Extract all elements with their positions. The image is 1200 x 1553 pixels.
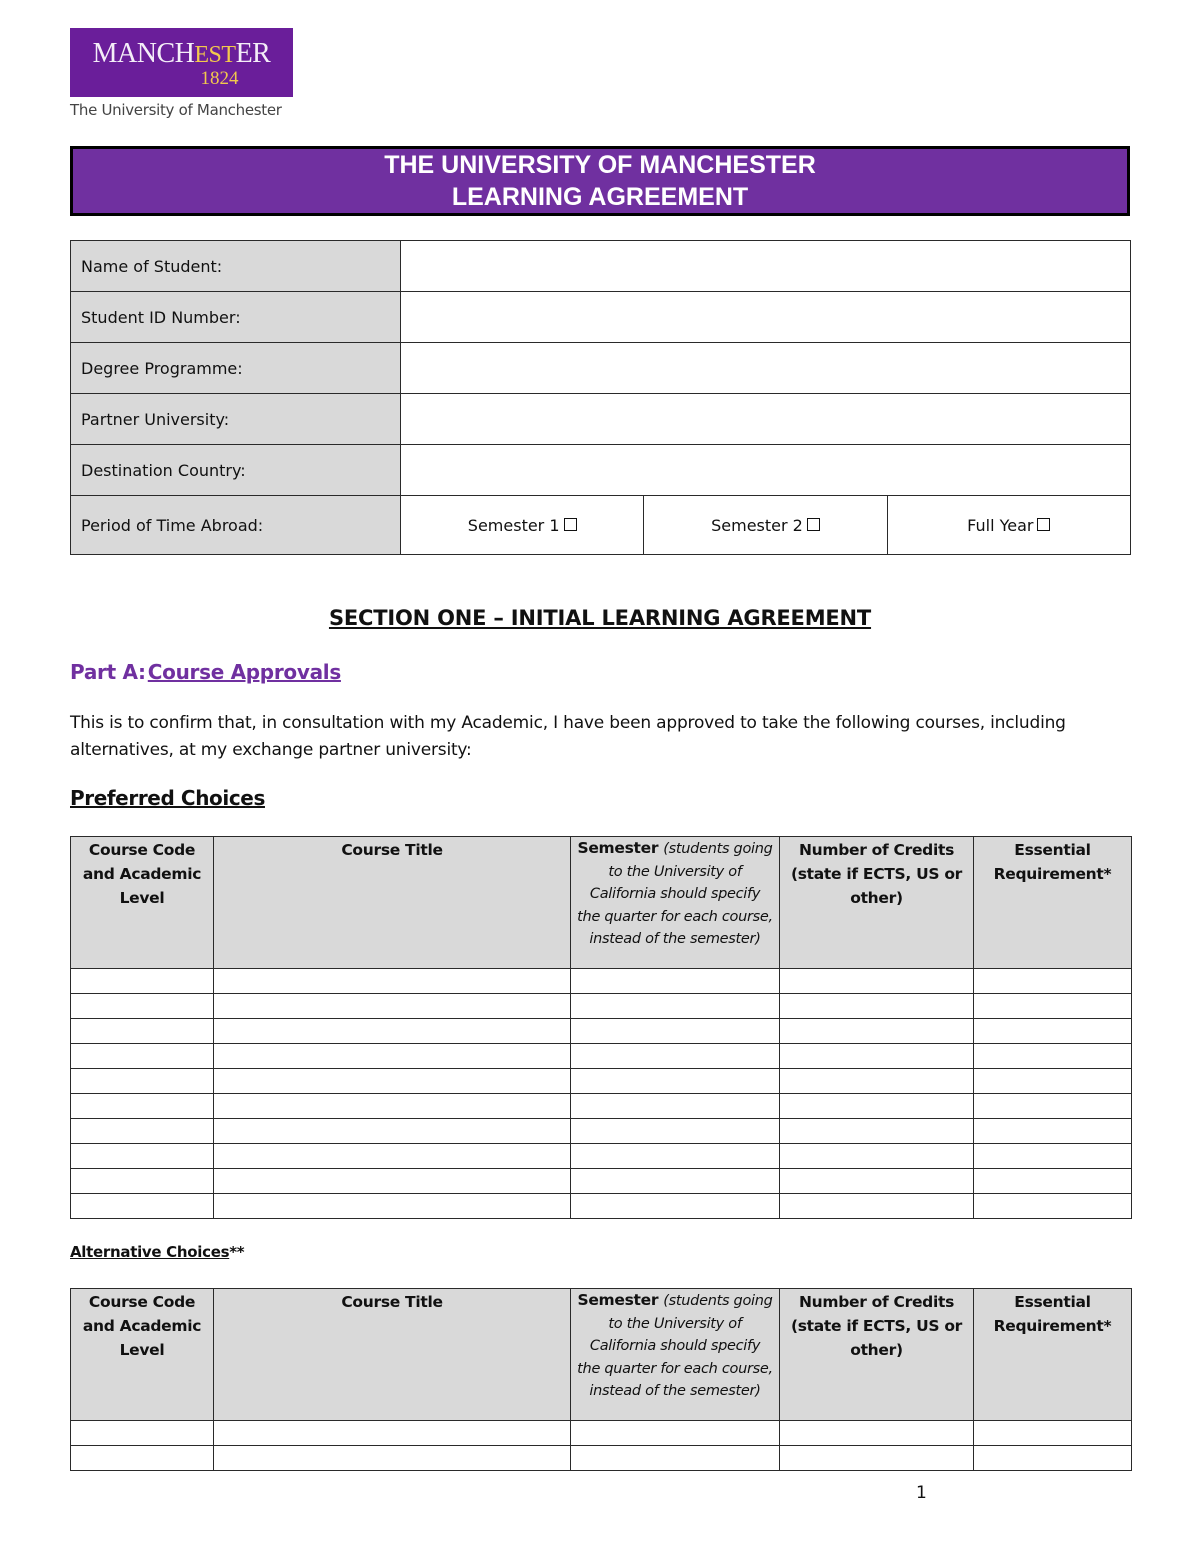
section-one-title: SECTION ONE – INITIAL LEARNING AGREEMENT (328, 606, 872, 630)
cell-code[interactable] (71, 1194, 214, 1219)
field-label: Degree Programme: (71, 343, 401, 394)
cell-code[interactable] (71, 994, 214, 1019)
col-header-title: Course Title (214, 1289, 571, 1421)
cell-title[interactable] (214, 1446, 571, 1471)
cell-credits[interactable] (780, 1144, 974, 1169)
cell-semester[interactable] (571, 969, 780, 994)
cell-essential[interactable] (974, 1069, 1132, 1094)
cell-title[interactable] (214, 1169, 571, 1194)
preferred-choices-heading: Preferred Choices (70, 786, 265, 810)
table-header-row (71, 837, 1132, 969)
cell-credits[interactable] (780, 1119, 974, 1144)
cell-title[interactable] (214, 1421, 571, 1446)
logo-badge (70, 28, 293, 97)
table-row (71, 1421, 1132, 1446)
alternative-choices-heading: Alternative Choices** (70, 1243, 245, 1261)
table-row (71, 1194, 1132, 1219)
cell-credits[interactable] (780, 1169, 974, 1194)
cell-title[interactable] (214, 1144, 571, 1169)
cell-essential[interactable] (974, 1044, 1132, 1069)
field-label: Name of Student: (71, 241, 401, 292)
table-row (71, 1119, 1132, 1144)
cell-essential[interactable] (974, 1094, 1132, 1119)
cell-essential[interactable] (974, 1194, 1132, 1219)
partner-university-field[interactable] (401, 394, 1131, 445)
cell-semester[interactable] (571, 1421, 780, 1446)
logo-subtitle: The University of Manchester (70, 101, 282, 119)
col-header-semester: Semester (students going to the University of California should specify the quarter for each course, instead of the semester) (571, 1289, 780, 1421)
cell-semester[interactable] (571, 1019, 780, 1044)
banner-title-line1: THE UNIVERSITY OF MANCHESTER (384, 151, 816, 179)
part-a-heading (70, 660, 341, 684)
field-label: Partner University: (71, 394, 401, 445)
cell-semester[interactable] (571, 1094, 780, 1119)
table-row (71, 1044, 1132, 1069)
table-row (71, 994, 1132, 1019)
info-row-period (71, 496, 1131, 555)
cell-credits[interactable] (780, 1194, 974, 1219)
cell-title[interactable] (214, 1044, 571, 1069)
cell-title[interactable] (214, 969, 571, 994)
col-header-essential: Essential Requirement* (974, 1289, 1132, 1421)
cell-semester[interactable] (571, 1169, 780, 1194)
cell-credits[interactable] (780, 1069, 974, 1094)
table-row (71, 1446, 1132, 1471)
cell-semester[interactable] (571, 994, 780, 1019)
cell-code[interactable] (71, 1119, 214, 1144)
cell-essential[interactable] (974, 969, 1132, 994)
info-row-student-id (71, 292, 1131, 343)
student-name-field[interactable] (401, 241, 1131, 292)
part-a-prefix: Part A: (70, 660, 146, 684)
destination-country-field[interactable] (401, 445, 1131, 496)
part-a-title: Course Approvals (147, 660, 341, 684)
option-label: Semester 2 (711, 515, 803, 535)
info-row-country (71, 445, 1131, 496)
cell-semester[interactable] (571, 1044, 780, 1069)
cell-essential[interactable] (974, 994, 1132, 1019)
field-label: Destination Country: (71, 445, 401, 496)
table-row (71, 1144, 1132, 1169)
cell-title[interactable] (214, 1094, 571, 1119)
info-row-partner (71, 394, 1131, 445)
university-logo (70, 28, 294, 119)
alternative-choices-table (70, 1288, 1132, 1471)
cell-essential[interactable] (974, 1019, 1132, 1044)
cell-semester[interactable] (571, 1194, 780, 1219)
logo-year: 1824 (200, 68, 239, 89)
cell-code[interactable] (71, 1044, 214, 1069)
option-semester-2[interactable] (644, 496, 887, 555)
info-row-degree (71, 343, 1131, 394)
degree-programme-field[interactable] (401, 343, 1131, 394)
table-row (71, 1019, 1132, 1044)
cell-title[interactable] (214, 1069, 571, 1094)
field-label: Student ID Number: (71, 292, 401, 343)
info-row-name (71, 241, 1131, 292)
cell-credits[interactable] (780, 1446, 974, 1471)
cell-essential[interactable] (974, 1421, 1132, 1446)
option-full-year[interactable] (887, 496, 1130, 555)
cell-semester[interactable] (571, 1144, 780, 1169)
cell-credits[interactable] (780, 1421, 974, 1446)
cell-code[interactable] (71, 1069, 214, 1094)
col-header-credits: Number of Credits (state if ECTS, US or other) (780, 1289, 974, 1421)
checkbox-icon[interactable] (564, 518, 577, 531)
cell-credits[interactable] (780, 1044, 974, 1069)
table-header-row (71, 1289, 1132, 1421)
cell-code[interactable] (71, 1169, 214, 1194)
cell-title[interactable] (214, 1194, 571, 1219)
student-info-table (70, 240, 1131, 555)
cell-essential[interactable] (974, 1446, 1132, 1471)
cell-code[interactable] (71, 1019, 214, 1044)
cell-title[interactable] (214, 1119, 571, 1144)
student-id-field[interactable] (401, 292, 1131, 343)
cell-code[interactable] (71, 1421, 214, 1446)
checkbox-icon[interactable] (1037, 518, 1050, 531)
option-label: Full Year (967, 515, 1034, 535)
cell-title[interactable] (214, 1019, 571, 1044)
cell-credits[interactable] (780, 969, 974, 994)
cell-code[interactable] (71, 1094, 214, 1119)
cell-semester[interactable] (571, 1069, 780, 1094)
logo-wordmark: MANCHESTER (92, 38, 271, 69)
preferred-choices-table (70, 836, 1132, 1219)
cell-code[interactable] (71, 1446, 214, 1471)
col-header-essential: Essential Requirement* (974, 837, 1132, 969)
col-header-credits: Number of Credits (state if ECTS, US or other) (780, 837, 974, 969)
field-label: Period of Time Abroad: (71, 496, 401, 555)
option-label: Semester 1 (467, 515, 560, 535)
intro-paragraph: This is to confirm that, in consultation with my Academic, I have been approved to take the following courses, including alternatives, at my exchange partner university: (70, 713, 1066, 760)
table-row (71, 969, 1132, 994)
title-banner (70, 146, 1130, 216)
col-header-title: Course Title (214, 837, 571, 969)
cell-code[interactable] (71, 969, 214, 994)
checkbox-icon[interactable] (807, 518, 820, 531)
cell-semester[interactable] (571, 1119, 780, 1144)
cell-credits[interactable] (780, 994, 974, 1019)
option-semester-1[interactable] (401, 496, 644, 555)
cell-essential[interactable] (974, 1144, 1132, 1169)
table-row (71, 1069, 1132, 1094)
page-number: 1 (916, 1483, 927, 1503)
cell-credits[interactable] (780, 1019, 974, 1044)
cell-credits[interactable] (780, 1094, 974, 1119)
table-row (71, 1169, 1132, 1194)
table-row (71, 1094, 1132, 1119)
col-header-code: Course Code and Academic Level (71, 837, 214, 969)
cell-essential[interactable] (974, 1119, 1132, 1144)
cell-title[interactable] (214, 994, 571, 1019)
cell-semester[interactable] (571, 1446, 780, 1471)
banner-title-line2: LEARNING AGREEMENT (451, 183, 749, 211)
cell-code[interactable] (71, 1144, 214, 1169)
col-header-semester: Semester (students going to the University of California should specify the quarter for each course, instead of the semester) (571, 837, 780, 969)
col-header-code: Course Code and Academic Level (71, 1289, 214, 1421)
cell-essential[interactable] (974, 1169, 1132, 1194)
